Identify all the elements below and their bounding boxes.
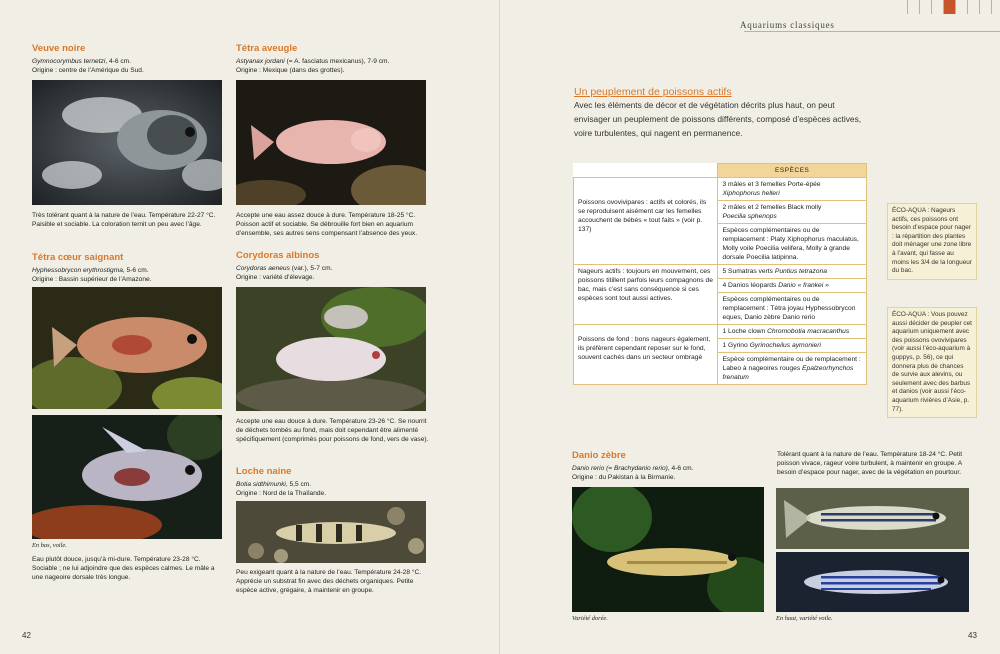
loche-meta [236, 481, 431, 498]
table-header: ESPÈCES [718, 164, 867, 178]
danio-desc: Tolérant quant à la nature de l’eau. Température 18-24 °C. Petit poisson vivace, rageur voire turbulent, à maintenir en groupe. A besoin d’espace pour nager, avec de la végétation en pourtour. [777, 451, 963, 476]
corydoras-meta [236, 265, 431, 282]
species-cell [718, 201, 867, 224]
species-latin: Epalzeorhynchos frenatum [722, 365, 854, 381]
danio-photo-normal [776, 552, 969, 612]
species-cell: Espèces complémentaires ou de remplacement : Tétra joyau Hyphessobrycon eques, Danio zèbre Danio rerio [718, 293, 867, 325]
species-cell [718, 265, 867, 279]
tetra-aveugle-species: Astyanax jordani [236, 58, 285, 65]
section-tab [907, 0, 919, 14]
group-desc: Nageurs actifs : toujours en mouvement, ces poissons titillent parfois leurs compagnons de bac, mais c’est sans conséquence si ces espèces sont tout aussi actives. [574, 265, 718, 325]
danio-meta [572, 465, 772, 482]
species-text: Espèce complémentaire ou de remplacement : Labeo à nageoires rouges [722, 356, 861, 372]
intro-paragraph: Avec les éléments de décor et de végétation décrits plus haut, on peut envisager un peuplement de poissons différents, composé d’espèces actives, voire turbulentes, qui nagent en permanence. [574, 100, 862, 138]
danio-photo-veil [776, 488, 969, 549]
veuve-desc: Très tolérant quant à la nature de l’eau. Température 22-27 °C. Paisible et sociable. La coloration ternit un peu avec l’âge. [32, 212, 216, 228]
corydoras-photo [236, 287, 426, 411]
tetra-coeur-size: , 5-6 cm. [122, 267, 149, 274]
page-number-left: 42 [22, 631, 31, 640]
species-latin: Poecilia sphenops [722, 213, 777, 220]
species-text: 1 Loche clown [722, 328, 768, 335]
veuve-photo [32, 80, 222, 205]
page-number-right: 43 [968, 631, 977, 640]
species-cell: Espèces complémentaires ou de remplacement : Platy Xiphophorus maculatus, Molly voile Poecilia velifera, Molly à grande dorsale Poecilia latipinna. [718, 224, 867, 265]
loche-size: , 5,5 cm. [285, 481, 312, 488]
danio-origin: Origine : du Pakistan à la Birmanie. [572, 473, 676, 481]
corydoras-title: Corydoras albinos [236, 250, 320, 261]
corydoras-desc: Accepte une eau douce à dure. Température 23-26 °C. Se nourrit de déchets tombés au fond, mais doit cependant être alimenté spécifiquement (comprimés pour poissons de fond, vers de vase). [236, 418, 429, 443]
danio-size: , 4-6 cm. [667, 465, 694, 472]
species-text: 5 Sumatras verts [722, 268, 775, 275]
section-tab [991, 0, 1000, 14]
tetra-aveugle-synonym: (= A. fasciatus mexicanus) [284, 58, 364, 65]
veuve-meta [32, 58, 222, 75]
section-tab [955, 0, 967, 14]
section-tab [967, 0, 979, 14]
species-text: 1 Gyrino [722, 342, 750, 349]
loche-species: Botia sidthimunki [236, 481, 286, 488]
veuve-title: Veuve noire [32, 43, 86, 54]
section-title: Un peuplement de poissons actifs [574, 86, 732, 98]
species-table [573, 163, 867, 385]
section-tab [919, 0, 931, 14]
species-cell [718, 279, 867, 293]
danio-photo-gold [572, 487, 764, 612]
loche-title: Loche naine [236, 466, 292, 477]
tetra-aveugle-desc: Accepte une eau assez douce à dure. Température 18-25 °C. Poisson actif et sociable. Se débrouille fort bien en aquarium d’ensemble, ses autres sens compensant l’absence des yeux. [236, 212, 418, 237]
danio-caption-right: En haut, variété voile. [776, 615, 833, 622]
species-latin: Gyrinocheilus aymonieri [749, 342, 821, 349]
tetra-coeur-species: Hyphessobrycon erythrostigma [32, 267, 123, 274]
group-desc: Poissons ovovivipares : actifs et colorés, ils se reproduisent aisément car les femelles accouchent de bébés « tout faits » (voir p. 137) [574, 178, 718, 265]
table-row [574, 265, 867, 279]
loche-desc: Peu exigeant quant à la nature de l’eau. Température 24-28 °C. Apprécie un substrat fin avec des déchets organiques. Petite espèce active, grégaire, à maintenir en groupe. [236, 569, 422, 594]
danio-synonym: (= Brachydanio rerio) [604, 465, 668, 472]
danio-title: Danio zèbre [572, 450, 626, 461]
veuve-species: Gymnocorymbus ternetzi [32, 58, 106, 65]
species-cell [718, 178, 867, 201]
danio-caption-left: Variété dorée. [572, 615, 608, 622]
corydoras-origin: Origine : variété d’élevage. [236, 273, 315, 281]
tetra-coeur-title: Tétra cœur saignant [32, 252, 124, 263]
species-cell [718, 325, 867, 339]
danio-species: Danio rerio [572, 465, 605, 472]
running-header: Aquariums classiques [740, 20, 835, 30]
section-tab-active [943, 0, 955, 14]
tetra-coeur-photo-2 [32, 415, 222, 539]
species-text: 3 mâles et 3 femelles Porte-épée [722, 181, 821, 188]
tetra-aveugle-origin: Origine : Mexique (dans des grottes). [236, 66, 345, 74]
loche-origin: Origine : Nord de la Thaïlande. [236, 489, 327, 497]
section-tabs [907, 0, 1000, 14]
veuve-origin: Origine : centre de l’Amérique du Sud. [32, 66, 144, 74]
table-header-row [574, 164, 867, 178]
table-row [574, 178, 867, 201]
tetra-aveugle-photo [236, 80, 426, 205]
species-cell [718, 339, 867, 353]
species-latin: Danio « frankei » [778, 282, 829, 289]
species-text: 2 mâles et 2 femelles Black molly [722, 204, 822, 211]
tetra-aveugle-meta [236, 58, 431, 75]
section-tab [979, 0, 991, 14]
species-text: 4 Danios léopards [722, 282, 779, 289]
header-rule [744, 31, 1000, 32]
species-latin: Puntius tetrazona [774, 268, 827, 275]
corydoras-species: Corydoras aeneus [236, 265, 290, 272]
tetra-coeur-caption: En bas, voile. [32, 542, 67, 549]
eco-aqua-box-1: ÉCO-AQUA : Nageurs actifs, ces poissons ont besoin d’espace pour nager : la répartition des plantes doit ménager une zone libre à l’avant, qui fasse au moins les 3/4 de la longueur du bac. [887, 203, 977, 280]
tetra-aveugle-title: Tétra aveugle [236, 43, 298, 54]
tetra-coeur-origin: Origine : Bassin supérieur de l’Amazone. [32, 275, 152, 283]
tetra-aveugle-size: , 7-9 cm. [363, 58, 390, 65]
group-desc: Poissons de fond : bons nageurs également, ils préfèrent cependant reposer sur le fond, souvent cachés dans un secteur ombragé [574, 325, 718, 385]
loche-photo [236, 501, 426, 563]
species-latin: Xiphophorus helleri [722, 190, 780, 197]
veuve-size: , 4-6 cm. [105, 58, 131, 65]
tetra-coeur-desc: Eau plutôt douce, jusqu’à mi-dure. Température 23-28 °C. Sociable ; ne lui adjoindre que des espèces calmes. Le mâle a une nageoire dorsale très longue. [32, 556, 215, 581]
section-tab [931, 0, 943, 14]
table-row [574, 325, 867, 339]
eco-aqua-box-2: ÉCO-AQUA : Vous pouvez aussi décider de peupler cet aquarium uniquement avec des poissons ovovivipares (voir aussi l’éco-aquarium à guppys, p. 56), ce qui donnera plus de chances de survie aux alevins, ou seulement avec des barbus et danios (voir aussi l’éco-aquarium rivières d’Asie, p. 77). [887, 307, 977, 418]
corydoras-variety: (var.), 5-7 cm. [289, 265, 333, 272]
species-cell [718, 353, 867, 385]
species-latin: Chromobotia macracanthus [767, 328, 850, 335]
tetra-coeur-meta [32, 267, 222, 284]
tetra-coeur-photo-1 [32, 287, 222, 409]
